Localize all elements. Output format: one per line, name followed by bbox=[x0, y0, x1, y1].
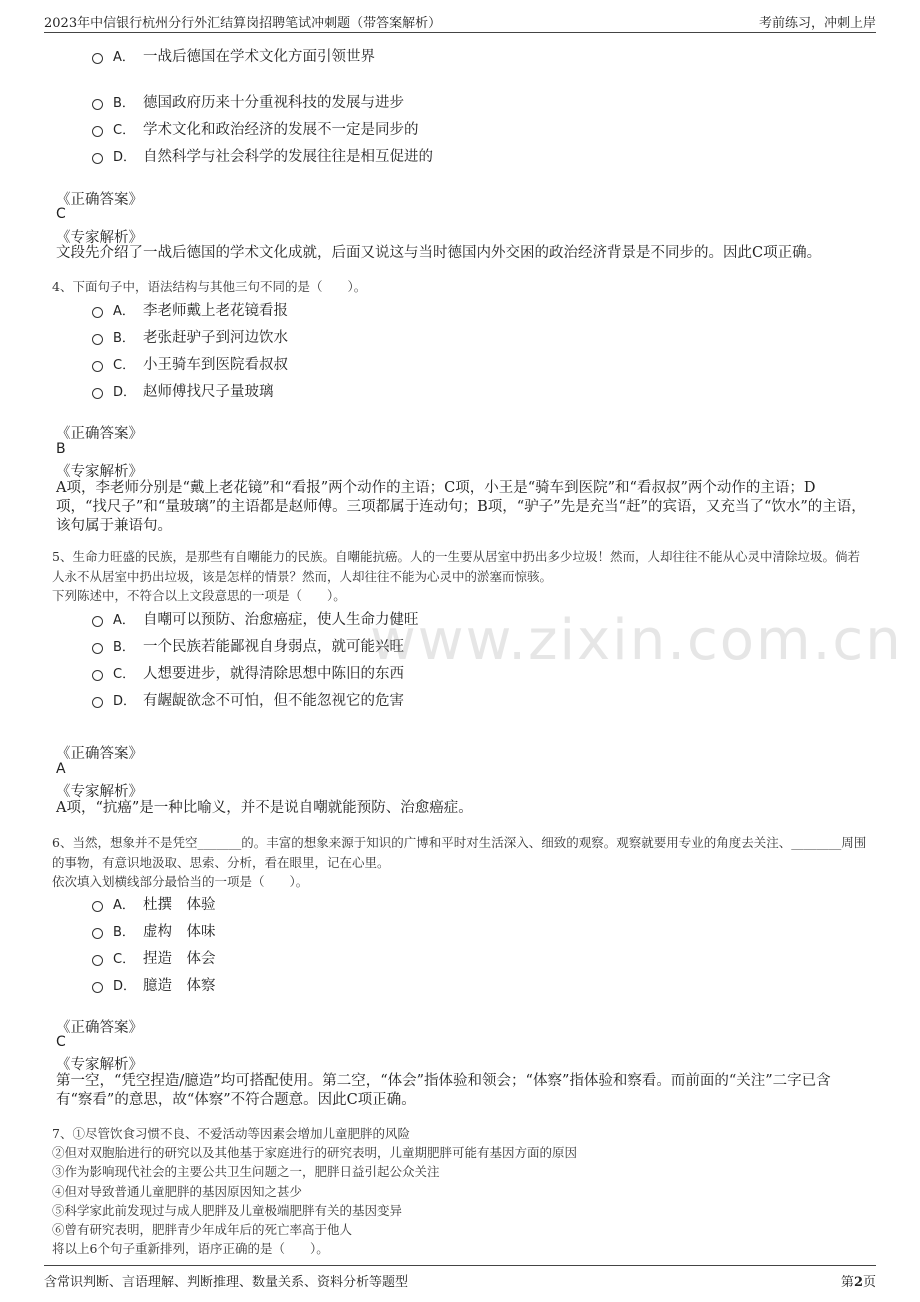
q4-analysis-label: 《专家解析》 bbox=[56, 464, 143, 480]
q3-option-c[interactable] bbox=[92, 117, 419, 139]
q7-line-6: ⑥曾有研究表明，肥胖青少年成年后的死亡率高于他人 bbox=[52, 1222, 353, 1237]
q5-analysis: A项，“抗癌”是一种比喻义，并不是说自嘲就能预防、治愈癌症。 bbox=[56, 800, 473, 816]
q5-question-prompt: 下列陈述中，不符合以上文段意思的一项是（ ）。 bbox=[52, 588, 346, 603]
q5-option-b[interactable] bbox=[92, 634, 404, 656]
option-text: 李老师戴上老花镜看报 bbox=[143, 302, 288, 319]
option-text: 自然科学与社会科学的发展往往是相互促进的 bbox=[143, 148, 433, 165]
option-letter: A． bbox=[113, 612, 135, 628]
q6-option-d[interactable] bbox=[92, 973, 216, 995]
q3-answer-label: 《正确答案》 bbox=[56, 192, 143, 208]
q4-analysis: A项，李老师分别是“戴上老花镜”和“看报”两个动作的主语；C项，小王是“骑车到医院”和“看叔叔”两个动作的主语；D项，“找尺子”和“量玻璃”的主语都是赵师傅。三项都属于连动句；B项，“驴子”先是充当“赶”的宾语，又充当了“饮水”的主语，该句属于兼语句。 bbox=[56, 480, 866, 534]
option-text: 德国政府历来十分重视科技的发展与进步 bbox=[143, 94, 404, 111]
option-letter: D． bbox=[113, 693, 137, 709]
radio-icon[interactable] bbox=[92, 670, 103, 681]
q6-question: 6、当然，想象并不是凭空_______的。丰富的想象来源于知识的广博和平时对生活深入、细致的观察。观察就要用专业的角度去关注、________周围的事物，有意识地汲取、思索、分析，看在眼里，记在心里。 bbox=[52, 835, 867, 870]
q3-analysis: 文段先介绍了一战后德国的学术文化成就，后面又说这与当时德国内外交困的政治经济背景是不同步的。因此C项正确。 bbox=[56, 245, 822, 261]
page-prefix: 第 bbox=[840, 1275, 854, 1290]
radio-icon[interactable] bbox=[92, 361, 103, 372]
option-text: 一个民族若能鄙视自身弱点，就可能兴旺 bbox=[143, 638, 404, 655]
option-letter: A． bbox=[113, 49, 135, 65]
option-text: 小王骑车到医院看叔叔 bbox=[143, 356, 288, 373]
q6-question-prompt: 依次填入划横线部分最恰当的一项是（ ）。 bbox=[52, 874, 309, 889]
radio-icon[interactable] bbox=[92, 982, 103, 993]
q3-option-b[interactable] bbox=[92, 90, 404, 112]
q4-answer: B bbox=[56, 441, 66, 457]
option-text: 杜撰 体验 bbox=[143, 896, 216, 913]
header-slogan: 考前练习，冲刺上岸 bbox=[758, 16, 876, 31]
page-suffix: 页 bbox=[862, 1275, 876, 1290]
option-text: 自嘲可以预防、治愈癌症，使人生命力健旺 bbox=[143, 611, 419, 628]
option-letter: D． bbox=[113, 978, 137, 994]
q4-option-b[interactable] bbox=[92, 325, 288, 347]
radio-icon[interactable] bbox=[92, 643, 103, 654]
q7-line-3: ③作为影响现代社会的主要公共卫生问题之一，肥胖日益引起公众关注 bbox=[52, 1164, 440, 1179]
footer-topics: 含常识判断、言语理解、判断推理、数量关系、资料分析等题型 bbox=[44, 1275, 409, 1290]
q4-question: 4、下面句子中，语法结构与其他三句不同的是（ ）。 bbox=[52, 279, 367, 294]
page-header bbox=[0, 0, 920, 34]
q5-question: 5、生命力旺盛的民族，是那些有自嘲能力的民族。自嘲能抗癌。人的一生要从居室中扔出多少垃圾！然而，人却往往不能从心灵中清除垃圾。倘若人永不从居室中扔出垃圾，该是怎样的情景？然而，人却往往不能为心灵中的淤塞而惊骇。 bbox=[52, 549, 860, 584]
page-number-value: 2 bbox=[853, 1275, 863, 1290]
option-text: 赵师傅找尺子量玻璃 bbox=[143, 383, 274, 400]
q3-answer: C bbox=[56, 206, 66, 222]
q5-option-c[interactable] bbox=[92, 661, 404, 683]
q3-analysis-label: 《专家解析》 bbox=[56, 230, 143, 246]
option-text: 虚构 体味 bbox=[143, 923, 216, 940]
radio-icon[interactable] bbox=[92, 901, 103, 912]
option-text: 捏造 体会 bbox=[143, 950, 216, 967]
q5-option-a[interactable] bbox=[92, 607, 419, 629]
option-letter: B． bbox=[113, 639, 135, 655]
option-letter: A． bbox=[113, 303, 135, 319]
q5-analysis-label: 《专家解析》 bbox=[56, 784, 143, 800]
q6-option-a[interactable] bbox=[92, 892, 216, 914]
q6-analysis: 第一空，“凭空捏造/臆造”均可搭配使用。第二空，“体会”指体验和领会；“体察”指体验和察看。而前面的“关注”二字已含有“察看”的意思，故“体察”不符合题意。因此C项正确。 bbox=[56, 1073, 831, 1108]
q3-option-d[interactable] bbox=[92, 144, 433, 166]
radio-icon[interactable] bbox=[92, 388, 103, 399]
option-text: 一战后德国在学术文化方面引领世界 bbox=[143, 48, 375, 65]
q7-line-4: ④但对导致普通儿童肥胖的基因原因知之甚少 bbox=[52, 1184, 303, 1199]
q7-line-1: 7、①尽管饮食习惯不良、不爱活动等因素会增加儿童肥胖的风险 bbox=[52, 1126, 410, 1141]
option-text: 臆造 体察 bbox=[143, 977, 216, 994]
header-divider bbox=[44, 32, 876, 33]
option-letter: C． bbox=[113, 357, 136, 373]
q3-option-a[interactable] bbox=[92, 44, 375, 66]
option-letter: C． bbox=[113, 951, 136, 967]
radio-icon[interactable] bbox=[92, 334, 103, 345]
option-letter: B． bbox=[113, 330, 135, 346]
watermark: www.zixin.com.cn bbox=[370, 608, 903, 673]
q7-line-5: ⑤科学家此前发现过与成人肥胖及儿童极端肥胖有关的基因变异 bbox=[52, 1203, 403, 1218]
footer-divider bbox=[44, 1265, 876, 1266]
document-title: 2023年中信银行杭州分行外汇结算岗招聘笔试冲刺题（带答案解析） bbox=[44, 16, 442, 31]
q5-option-d[interactable] bbox=[92, 688, 404, 710]
q4-option-d[interactable] bbox=[92, 379, 274, 401]
q6-answer: C bbox=[56, 1034, 66, 1050]
page-number bbox=[841, 1271, 876, 1290]
option-letter: B． bbox=[113, 95, 135, 111]
radio-icon[interactable] bbox=[92, 616, 103, 627]
option-letter: C． bbox=[113, 122, 136, 138]
option-letter: A． bbox=[113, 897, 135, 913]
q5-answer-label: 《正确答案》 bbox=[56, 746, 143, 762]
q7-line-2: ②但对双胞胎进行的研究以及其他基于家庭进行的研究表明，儿童期肥胖可能有基因方面的原因 bbox=[52, 1145, 578, 1160]
radio-icon[interactable] bbox=[92, 99, 103, 110]
option-text: 有龌龊欲念不可怕，但不能忽视它的危害 bbox=[143, 692, 404, 709]
option-letter: D． bbox=[113, 384, 137, 400]
radio-icon[interactable] bbox=[92, 153, 103, 164]
option-letter: C． bbox=[113, 666, 136, 682]
q6-option-c[interactable] bbox=[92, 946, 216, 968]
q5-answer: A bbox=[56, 761, 66, 777]
radio-icon[interactable] bbox=[92, 307, 103, 318]
q6-option-b[interactable] bbox=[92, 919, 216, 941]
q7-prompt: 将以上6个句子重新排列，语序正确的是（ ）。 bbox=[52, 1241, 329, 1256]
q4-option-a[interactable] bbox=[92, 298, 288, 320]
option-letter: D． bbox=[113, 149, 137, 165]
radio-icon[interactable] bbox=[92, 928, 103, 939]
q6-analysis-label: 《专家解析》 bbox=[56, 1057, 143, 1073]
option-text: 人想要进步，就得清除思想中陈旧的东西 bbox=[143, 665, 404, 682]
radio-icon[interactable] bbox=[92, 955, 103, 966]
radio-icon[interactable] bbox=[92, 697, 103, 708]
radio-icon[interactable] bbox=[92, 126, 103, 137]
option-text: 学术文化和政治经济的发展不一定是同步的 bbox=[143, 121, 419, 138]
q4-option-c[interactable] bbox=[92, 352, 288, 374]
radio-icon[interactable] bbox=[92, 53, 103, 64]
option-text: 老张赶驴子到河边饮水 bbox=[143, 329, 288, 346]
option-letter: B． bbox=[113, 924, 135, 940]
q6-answer-label: 《正确答案》 bbox=[56, 1020, 143, 1036]
q4-answer-label: 《正确答案》 bbox=[56, 426, 143, 442]
